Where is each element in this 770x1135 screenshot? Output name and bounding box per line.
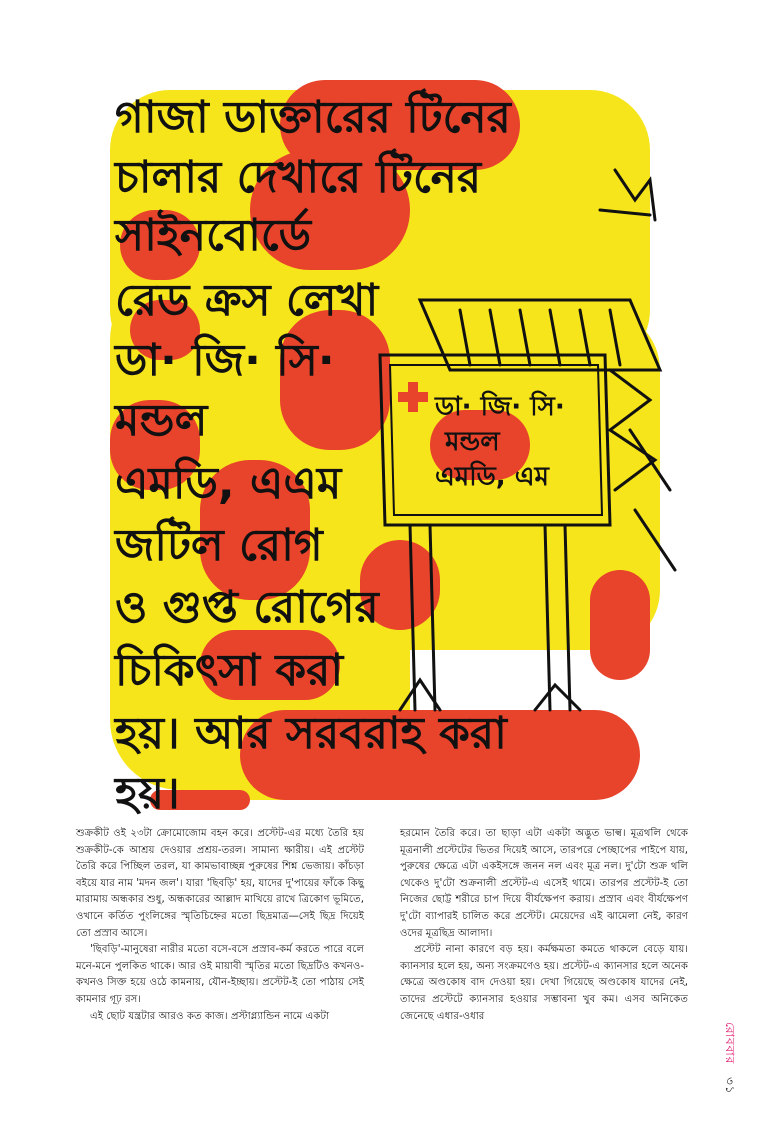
hand-line-3: সাইনবোর্ডে — [115, 210, 311, 261]
hand-drawn-illustration — [90, 70, 690, 820]
magazine-name: রোববার — [723, 1022, 737, 1065]
text-column-left — [76, 826, 364, 1056]
hand-line-1: গাজা ডাক্তারের টিনের — [115, 92, 511, 143]
hand-line-12: হয়। — [115, 768, 180, 819]
hand-line-6: মন্ডল — [115, 395, 208, 446]
signboard-line-1: ডা· জি· সি· — [435, 392, 565, 422]
hand-line-8: জটিল রোগ — [115, 520, 323, 571]
illustration-canvas — [90, 70, 690, 820]
hand-line-5: ডা· জি· সি· — [115, 335, 335, 386]
paragraph: শুক্রকীট ওই ২৩টা ক্রোমোজোম বহন করে। প্রস্টেট-এর মধ্যে তৈরি হয় শুক্রকীট-কে আশ্রয় দেওয়ার প্রশ্রয়-তরল। সামান্য ক্ষারীয়। এই প্রস্টেট তৈরি করে পিচ্ছিল তরল, যা কামভাবাচ্ছন্ন পুরুষের শিশ্ন ভেজায়। কাঁচড়া বইয়ে যার নাম 'মদন জল'। যারা 'ছিবড়ি' হয়, যাদের দু'পায়ের ফাঁকে কিছু মারামায় অন্ধকার শুধু, অন্ধকারের আল্লাদ মাখিয়ে রাখে ত্রিকোণ ভূমিতে, ওখানে কর্তিত পুংলিঙ্গের স্মৃতিচিহ্নের মতো ছিদ্রমাত্র—সেই ছিদ্র দিয়েই তো প্রস্রাব আসে। — [76, 828, 364, 939]
page-number: ৩১ — [723, 1077, 737, 1095]
paragraph: হরমোন তৈরি করে। তা ছাড়া এটা একটা অদ্ভুত ভাল্ব। মূত্রথলি থেকে মূত্রনালী প্রস্টেটের ভিতর দিয়েই আসে, তারপরে পেচ্ছাপের পাইপে যায়, পুরুষের ক্ষেত্রে এটা একইসঙ্গে জনন নল এবং মূত্র নল। দু'টো শুক্র থলি থেকেও দু'টো শুক্রনালী প্রস্টেট-এ এসেই থামে। তারপর প্রস্টেট-ই তো নিজের ছোট্ট শরীরে চাপ দিয়ে বীর্যক্ষেপণ করায়। প্রস্রাব এবং বীর্যক্ষেপণ দু'টো ব্যাপারই চালিত করে প্রস্টেট। মেয়েদের এই ঝামেলা নেই, কারণ ওদের মূত্রছিদ্র আলাদা। — [400, 828, 688, 939]
text-column-right — [400, 826, 688, 1056]
signboard-line-2: মন্ডল — [445, 427, 500, 457]
paragraph: 'ছিবড়ি'-মানুষেরা নারীর মতো বসে-বসে প্রস্রাব-কর্ম করতে পারে বলে মনে-মনে পুলকিত থাকে। আর ওই মায়াবী স্মৃতির মতো ছিদ্রটিও কখনও-কখনও সিক্ত হয়ে ওঠে কামনায়, যৌন-ইচ্ছায়। প্রস্টেট-ই তো পাঠায় সেই কামনার গূঢ় রস। — [76, 944, 364, 1005]
hand-line-7: এমডি, এএম — [115, 458, 342, 509]
paragraph: প্রস্টেট নানা কারণে বড় হয়। কর্মক্ষমতা কমতে থাকলে বেড়ে যায়। ক্যানসার হলে হয়, অন্য সংক্রমণেও হয়। প্রস্টেট-এ ক্যানসার হলে অনেক ক্ষেত্রে অণ্ডকোষ বাদ দেওয়া হয়। দেখা গিয়েছে অণ্ডকোষ যাদের নেই, তাদের প্রস্টেটে ক্যানসার হওয়ার সম্ভাবনা খুব কম। এসব অনিকেত জেনেছে এধার-ওধার — [400, 944, 688, 1022]
hand-line-10: চিকিৎসা করা — [115, 645, 344, 696]
page-footer — [720, 1022, 740, 1095]
hand-line-11: হয়। আর সরবরাহ করা — [115, 708, 507, 759]
paragraph: এই ছোট যন্ত্রটার আরও কত কাজ। প্রস্টাগ্ল্যান্ডিন নামে একটা — [90, 1010, 330, 1022]
hand-line-4: রেড ক্রস লেখা — [115, 275, 379, 326]
article-body — [76, 826, 688, 1056]
hand-line-2: চালার দেখারে টিনের — [115, 152, 482, 203]
signboard-line-3: এমডি, এম — [435, 462, 549, 492]
hand-line-9: ও গুপ্ত রোগের — [115, 582, 379, 633]
